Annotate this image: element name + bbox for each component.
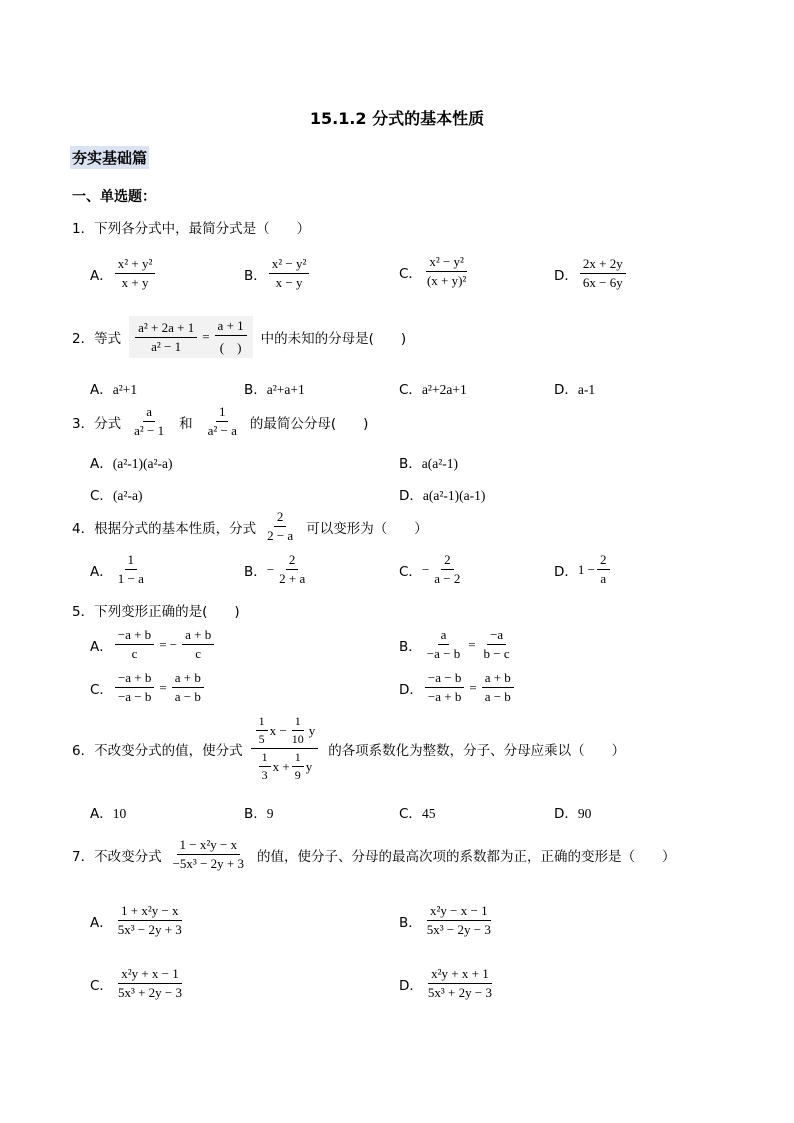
option-label: D． xyxy=(554,563,578,580)
denominator: x − y xyxy=(275,275,303,290)
denominator: −5x³ − 2y + 3 xyxy=(172,856,244,871)
q6-option-a xyxy=(90,802,126,822)
q4-option-b xyxy=(244,552,310,587)
option-text: 9 xyxy=(266,806,274,821)
operator: = xyxy=(469,679,477,695)
option-label: A． xyxy=(90,638,113,655)
fraction xyxy=(482,670,514,705)
term-variable: y xyxy=(308,722,316,738)
option-label: B． xyxy=(399,914,422,931)
option-label: D． xyxy=(399,681,423,698)
fraction xyxy=(289,714,307,747)
option-text: (a²-1)(a²-a) xyxy=(112,456,173,471)
numerator: a xyxy=(143,404,155,422)
fraction xyxy=(292,750,304,783)
option-label: D． xyxy=(399,488,423,504)
option-text: 45 xyxy=(421,806,436,821)
option-label: C． xyxy=(90,977,113,994)
q3-option-c xyxy=(90,484,142,504)
denominator: a − b xyxy=(174,689,201,704)
option-label: B． xyxy=(244,806,267,822)
fraction xyxy=(172,670,204,705)
option-label: C． xyxy=(399,265,422,282)
numerator: a + b xyxy=(182,627,214,645)
numerator: x² − y² xyxy=(426,254,467,272)
fraction xyxy=(115,552,147,587)
numerator: −a − b xyxy=(425,670,464,688)
and-text: 和 xyxy=(179,415,193,432)
option-label: D． xyxy=(399,977,423,994)
numerator: −a + b xyxy=(115,627,154,645)
option-label: B． xyxy=(244,563,267,580)
stem-text: 3．分式 xyxy=(72,415,122,432)
numerator: −a + b xyxy=(115,670,154,688)
numerator: 1 xyxy=(259,750,271,767)
q7-option-d xyxy=(399,966,497,1001)
question-6-stem xyxy=(72,714,625,783)
option-text: 10 xyxy=(112,806,127,821)
denominator: a − 2 xyxy=(434,571,461,586)
option-label: B． xyxy=(244,382,267,398)
numerator: 1 xyxy=(256,714,268,731)
denominator: ( ) xyxy=(219,340,242,355)
numerator: 2 xyxy=(441,552,454,570)
numerator: 2 xyxy=(597,552,610,570)
q3-option-d xyxy=(399,484,485,504)
option-label: A． xyxy=(90,382,113,398)
denominator: 5 xyxy=(258,732,265,746)
q6-option-d xyxy=(554,802,591,822)
q7-option-c xyxy=(90,966,187,1001)
denominator: a² − a xyxy=(207,423,237,438)
fraction xyxy=(115,627,154,662)
numerator: 1 + x²y − x xyxy=(118,903,182,921)
option-label: C． xyxy=(399,563,422,580)
fraction xyxy=(115,670,154,705)
option-label: B． xyxy=(399,456,422,472)
denominator: −a + b xyxy=(427,689,462,704)
denominator: 10 xyxy=(291,732,304,746)
stem-text: 2．等式 xyxy=(72,331,122,347)
option-label: C． xyxy=(90,681,113,698)
numerator: a xyxy=(438,627,450,645)
denominator: 1 − a xyxy=(117,571,144,586)
numerator: 1 xyxy=(292,714,304,731)
part-heading: 一、单选题： xyxy=(72,189,156,205)
fraction xyxy=(431,552,463,587)
q6-option-b xyxy=(244,802,274,822)
prefix: − xyxy=(266,561,275,577)
option-text: a²+a+1 xyxy=(266,382,305,397)
equals-sign: = xyxy=(202,329,210,344)
numerator: x²y + x + 1 xyxy=(428,966,492,984)
q3-option-a xyxy=(90,452,173,472)
page-title: 15.1.2 分式的基本性质 xyxy=(309,109,485,128)
fraction xyxy=(170,837,247,872)
fraction xyxy=(481,627,513,662)
denominator: a² − 1 xyxy=(134,423,165,438)
fraction xyxy=(115,966,185,1001)
term-variable: x + xyxy=(272,758,290,774)
numerator: a + 1 xyxy=(215,318,247,336)
denominator: 9 xyxy=(294,768,301,782)
fraction xyxy=(115,256,156,291)
stem-text: 中的未知的分母是( ) xyxy=(260,331,407,347)
stem-text: 可以变形为（ ） xyxy=(306,520,428,537)
fraction xyxy=(135,320,197,355)
question-4-stem xyxy=(72,509,428,544)
option-label: D． xyxy=(554,382,578,398)
q5-option-b xyxy=(399,627,515,662)
fraction xyxy=(259,750,271,783)
q2-option-a xyxy=(90,378,137,398)
q3-option-b xyxy=(399,452,458,472)
stem-text: 4．根据分式的基本性质，分式 xyxy=(72,520,257,537)
numerator: 1 xyxy=(125,552,138,570)
option-text: a(a²-1) xyxy=(421,456,459,471)
q5-option-d xyxy=(399,670,516,705)
fraction xyxy=(182,627,214,662)
question-5-stem: 5．下列变形正确的是( ) xyxy=(72,604,240,620)
q1-option-b xyxy=(244,256,311,291)
numerator: a² + 2a + 1 xyxy=(135,320,197,338)
q2-option-d xyxy=(554,378,595,398)
denominator: c xyxy=(131,646,138,661)
section-heading: 夯实基础篇 xyxy=(70,146,149,169)
stem-text: 的各项系数化为整数，分子、分母应乘以（ ） xyxy=(328,742,626,759)
fraction xyxy=(425,670,464,705)
option-text: (a²-a) xyxy=(112,488,143,503)
numerator: 2x + 2y xyxy=(580,256,626,274)
denominator: a xyxy=(600,571,607,586)
fraction xyxy=(424,627,463,662)
option-label: A． xyxy=(90,563,113,580)
denominator: a − b xyxy=(484,689,511,704)
question-7-stem xyxy=(72,837,676,872)
option-label: A． xyxy=(90,806,113,822)
denominator: a² − 1 xyxy=(151,338,182,354)
numerator: 1 xyxy=(216,404,229,422)
q4-option-d xyxy=(554,552,612,587)
fraction xyxy=(205,404,240,439)
numerator xyxy=(251,714,319,749)
option-label: D． xyxy=(554,267,578,284)
q4-option-a xyxy=(90,552,149,587)
denominator: x + y xyxy=(121,275,149,290)
numerator: 2 xyxy=(286,552,299,570)
stem-text: 6．不改变分式的值，使分式 xyxy=(72,742,243,759)
denominator xyxy=(254,749,316,783)
denominator: 5x³ − 2y − 3 xyxy=(426,922,491,937)
option-label: C． xyxy=(399,806,422,822)
numerator: 2 xyxy=(274,509,287,527)
fraction xyxy=(424,254,469,289)
question-3-stem xyxy=(72,404,368,439)
q5-option-a xyxy=(90,627,216,662)
option-label: A． xyxy=(90,267,113,284)
numerator: −a xyxy=(487,627,506,645)
option-label: A． xyxy=(90,914,113,931)
denominator: (x + y)² xyxy=(426,273,467,288)
option-text: a²+2a+1 xyxy=(421,382,467,397)
q7-option-b xyxy=(399,903,496,938)
operator: = xyxy=(468,636,476,652)
stem-text: 7．不改变分式 xyxy=(72,848,162,865)
option-label: A． xyxy=(90,456,113,472)
fraction xyxy=(264,509,296,544)
q5-option-c xyxy=(90,670,206,705)
fraction xyxy=(580,256,626,291)
fraction xyxy=(424,903,494,938)
equation-box xyxy=(129,316,253,358)
stem-text: 的最简公分母( ) xyxy=(249,415,369,432)
prefix: 1 − xyxy=(577,561,595,577)
denominator: b − c xyxy=(483,646,510,661)
fraction xyxy=(425,966,495,1001)
option-label: C． xyxy=(90,488,113,504)
option-text: a-1 xyxy=(577,382,596,397)
q2-option-c xyxy=(399,378,467,398)
operator: = − xyxy=(159,636,178,652)
operator: = xyxy=(159,679,167,695)
fraction xyxy=(115,903,185,938)
denominator: 3 xyxy=(261,768,268,782)
option-label: B． xyxy=(244,267,267,284)
fraction xyxy=(597,552,610,587)
denominator: 5x³ − 2y + 3 xyxy=(117,922,182,937)
numerator: 1 − x²y − x xyxy=(177,837,241,855)
option-text: 90 xyxy=(577,806,592,821)
numerator: x² − y² xyxy=(269,256,310,274)
question-1-stem: 1．下列各分式中，最简分式是（ ） xyxy=(72,221,311,237)
option-text: a²+1 xyxy=(112,382,138,397)
denominator: 5x³ + 2y − 3 xyxy=(427,985,492,1000)
option-label: C． xyxy=(399,382,422,398)
fraction xyxy=(131,404,167,439)
numerator: 1 xyxy=(292,750,304,767)
q1-option-a xyxy=(90,256,157,291)
numerator: a + b xyxy=(172,670,204,688)
numerator: x²y + x − 1 xyxy=(118,966,182,984)
denominator: −a − b xyxy=(426,646,461,661)
q4-option-c xyxy=(399,552,465,587)
q1-option-d xyxy=(554,256,628,291)
denominator: 5x³ + 2y − 3 xyxy=(117,985,182,1000)
q1-option-c xyxy=(399,254,471,289)
q7-option-a xyxy=(90,903,187,938)
q2-option-b xyxy=(244,378,305,398)
question-2-stem xyxy=(72,316,406,358)
denominator: c xyxy=(195,646,202,661)
fraction xyxy=(276,552,308,587)
fraction xyxy=(256,714,268,747)
numerator: x²y − x − 1 xyxy=(427,903,491,921)
prefix: − xyxy=(421,561,430,577)
numerator: x² + y² xyxy=(115,256,156,274)
q6-option-c xyxy=(399,802,435,822)
denominator: 2 − a xyxy=(267,528,294,543)
term-variable: x − xyxy=(269,722,287,738)
option-label: B． xyxy=(399,638,422,655)
stem-text: 的值，使分子、分母的最高次项的系数都为正，正确的变形是（ ） xyxy=(257,848,676,865)
fraction xyxy=(269,256,310,291)
denominator: 6x − 6y xyxy=(582,275,623,290)
complex-fraction xyxy=(251,714,319,783)
option-label: D． xyxy=(554,806,578,822)
option-text: a(a²-1)(a-1) xyxy=(422,488,486,503)
term-variable: y xyxy=(305,758,313,774)
denominator: −a − b xyxy=(117,689,152,704)
numerator: a + b xyxy=(482,670,514,688)
fraction xyxy=(215,318,247,356)
denominator: 2 + a xyxy=(279,571,306,586)
